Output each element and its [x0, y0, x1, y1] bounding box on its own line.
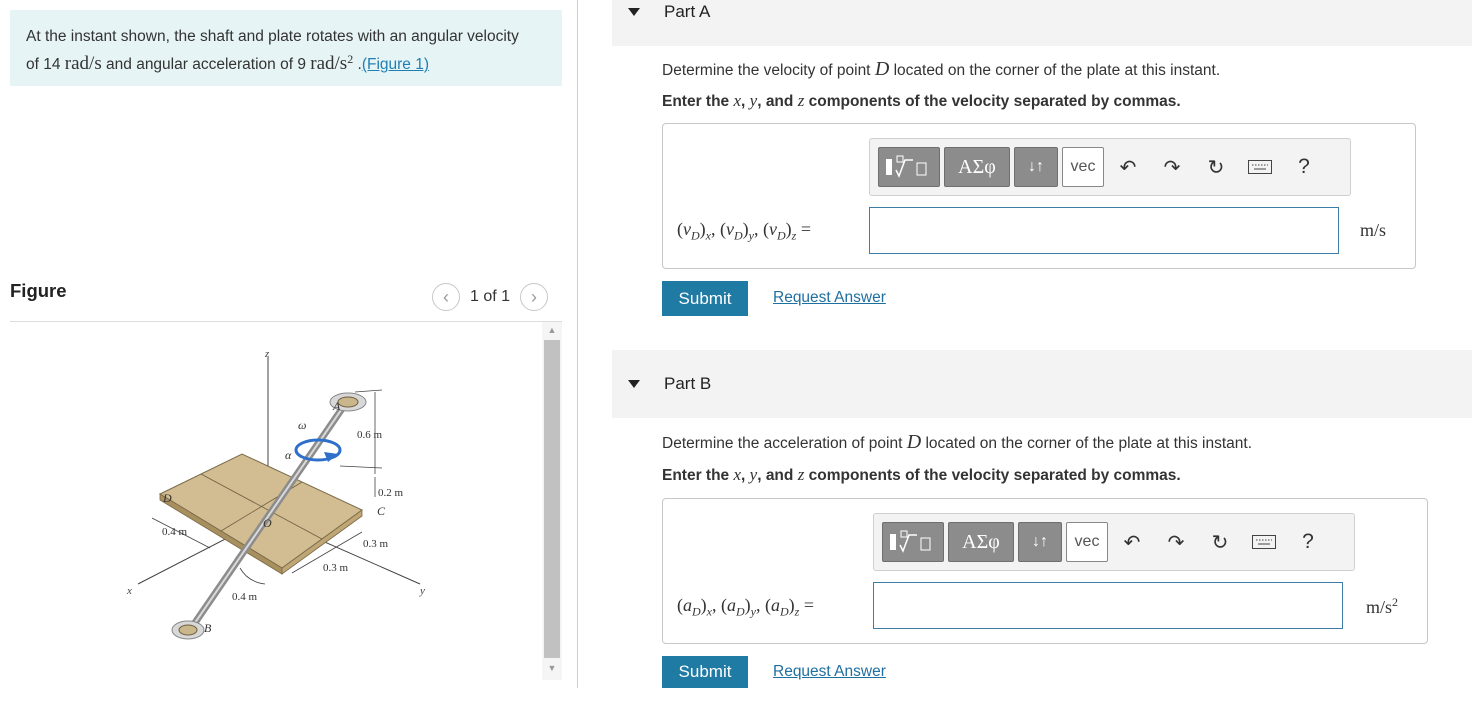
dim-04-plate: 0.4 m — [162, 526, 188, 538]
scroll-up-icon[interactable]: ▲ — [547, 325, 557, 335]
prev-figure-button[interactable] — [432, 283, 460, 311]
figure-scrollbar[interactable] — [542, 322, 562, 680]
collapse-triangle-icon — [628, 380, 640, 388]
unit-exponent: 2 — [1392, 595, 1399, 609]
instr-text: , — [741, 467, 750, 484]
scroll-thumb[interactable] — [544, 340, 560, 658]
part-b-submit-button[interactable]: Submit — [662, 656, 748, 688]
question-text: located on the corner of the plate at this instant. — [889, 62, 1221, 79]
collapse-triangle-icon — [628, 8, 640, 16]
shaft-plate-diagram — [10, 322, 542, 680]
part-a-question — [662, 58, 1220, 81]
z-var: z — [797, 465, 805, 484]
label-var: a — [771, 595, 780, 615]
alpha-exponent: 2 — [347, 52, 354, 66]
keyboard-icon[interactable] — [1244, 522, 1284, 562]
problem-panel — [0, 0, 578, 688]
part-b-title: Part B — [664, 374, 712, 393]
label-sub: D — [691, 228, 700, 243]
fraction-sqrt-icon — [883, 154, 935, 180]
label-sub: D — [736, 604, 745, 619]
fraction-sqrt-icon — [887, 529, 939, 555]
label-var: v — [683, 219, 691, 239]
instr-text: Enter the — [662, 93, 734, 110]
dim-03-right: 0.3 m — [363, 538, 389, 550]
problem-text: . — [353, 56, 362, 74]
figure-link[interactable]: (Figure 1) — [361, 56, 429, 74]
unit-text: m/s — [1366, 597, 1393, 617]
label-sub: x — [705, 228, 711, 243]
instr-text: , and — [757, 93, 798, 110]
templates-button[interactable] — [878, 147, 940, 187]
plate — [160, 454, 362, 568]
figure-image — [10, 322, 542, 680]
dim-04-shaft: 0.4 m — [232, 591, 258, 603]
part-b-math-toolbar — [873, 513, 1355, 571]
part-a-unit: m/s — [1360, 220, 1387, 240]
label-sub: D — [780, 604, 789, 619]
help-icon[interactable]: ? — [1302, 530, 1314, 553]
part-a-answer-box — [662, 123, 1416, 269]
y-axis-label: y — [420, 585, 425, 597]
instr-text: , and — [757, 467, 798, 484]
problem-text: and angular acceleration of 9 — [101, 56, 311, 74]
help-icon[interactable]: ? — [1298, 155, 1310, 178]
pager-text: 1 of 1 — [470, 288, 511, 305]
chevron-left-icon: ‹ — [443, 286, 449, 307]
reset-icon[interactable]: ↻ — [1207, 156, 1225, 179]
part-a-instructions — [662, 91, 1181, 111]
omega-label: ω — [298, 418, 307, 432]
question-text: Determine the acceleration of point — [662, 435, 907, 452]
instr-text: Enter the — [662, 467, 734, 484]
greek-button[interactable]: ΑΣφ — [948, 522, 1014, 562]
y-var: y — [749, 465, 758, 484]
alpha-unit: rad/s — [310, 53, 348, 75]
scroll-down-icon[interactable]: ▼ — [547, 663, 557, 673]
point-a-label: A — [333, 399, 341, 413]
next-figure-button[interactable] — [520, 283, 548, 311]
part-b-header[interactable] — [612, 350, 1472, 418]
part-a-title: Part A — [664, 2, 711, 21]
problem-text: of 14 — [26, 56, 65, 74]
part-b-answer-label: $(a_D)_x$, $(a_D)_y$, $(a_D)_z$ = — [677, 595, 814, 619]
dim-06: 0.6 m — [357, 429, 383, 441]
part-a-math-toolbar — [869, 138, 1351, 196]
point-d-label: D — [163, 491, 172, 505]
x-var: x — [733, 465, 742, 484]
label-sub: z — [794, 604, 800, 619]
chevron-right-icon: › — [531, 286, 538, 307]
vec-button[interactable]: vec — [1062, 147, 1104, 187]
point-var: D — [906, 431, 922, 453]
part-a-answer-label: $(v_D)_x$, $(v_D)_y$, $(v_D)_z$ = — [677, 219, 811, 243]
part-b-question — [662, 431, 1252, 454]
figure-pager — [432, 283, 548, 311]
part-a-answer-input[interactable] — [869, 207, 1339, 254]
figure-header: Figure — [10, 280, 67, 301]
redo-icon[interactable]: ↷ — [1167, 531, 1185, 554]
part-b-request-answer-link[interactable]: Request Answer — [773, 663, 886, 680]
undo-icon[interactable]: ↶ — [1119, 156, 1137, 179]
instr-text: , — [741, 93, 750, 110]
label-sub: D — [692, 604, 701, 619]
part-a-submit-button[interactable]: Submit — [662, 281, 748, 316]
keyboard-icon[interactable] — [1240, 147, 1280, 187]
problem-statement — [10, 10, 562, 86]
arrows-button[interactable]: ↓↑ — [1014, 147, 1058, 187]
label-sub: y — [750, 604, 756, 619]
part-a-header[interactable] — [612, 0, 1472, 46]
x-axis-label: x — [127, 585, 132, 597]
problem-line-2 — [26, 48, 546, 76]
label-sub: y — [748, 228, 754, 243]
instr-text: components of the velocity separated by commas. — [804, 93, 1181, 110]
problem-line-1: At the instant shown, the shaft and plate rotates with an angular velocity — [26, 28, 519, 45]
part-b-instructions — [662, 465, 1181, 485]
label-var: v — [769, 219, 777, 239]
reset-icon[interactable]: ↻ — [1211, 531, 1229, 554]
label-var: a — [727, 595, 736, 615]
undo-icon[interactable]: ↶ — [1123, 531, 1141, 554]
point-c-label: C — [377, 504, 386, 518]
z-var: z — [797, 91, 805, 110]
dim-03-bottom: 0.3 m — [323, 562, 349, 574]
point-b-label: B — [204, 621, 212, 635]
label-var: v — [726, 219, 734, 239]
z-axis-label: z — [265, 348, 270, 360]
part-b-answer-box — [662, 498, 1428, 644]
greek-button[interactable]: ΑΣφ — [944, 147, 1010, 187]
instr-text: components of the velocity separated by commas. — [804, 467, 1181, 484]
y-var: y — [749, 91, 758, 110]
omega-unit: rad/s — [64, 53, 102, 75]
alpha-label: α — [285, 448, 292, 462]
redo-icon[interactable]: ↷ — [1163, 156, 1181, 179]
label-sub: D — [734, 228, 743, 243]
label-sub: z — [791, 228, 797, 243]
label-sub: D — [777, 228, 786, 243]
point-var: D — [874, 58, 890, 80]
question-text: located on the corner of the plate at this instant. — [921, 435, 1253, 452]
label-sub: x — [706, 604, 712, 619]
part-b-unit — [1366, 595, 1398, 618]
part-a-request-answer-link[interactable]: Request Answer — [773, 289, 886, 306]
vec-button[interactable]: vec — [1066, 522, 1108, 562]
arrows-button[interactable]: ↓↑ — [1018, 522, 1062, 562]
label-var: a — [683, 595, 692, 615]
question-text: Determine the velocity of point — [662, 62, 875, 79]
part-b-answer-input[interactable] — [873, 582, 1343, 629]
templates-button[interactable] — [882, 522, 944, 562]
point-o-label: O — [263, 516, 272, 530]
x-var: x — [733, 91, 742, 110]
dim-02: 0.2 m — [378, 487, 404, 499]
